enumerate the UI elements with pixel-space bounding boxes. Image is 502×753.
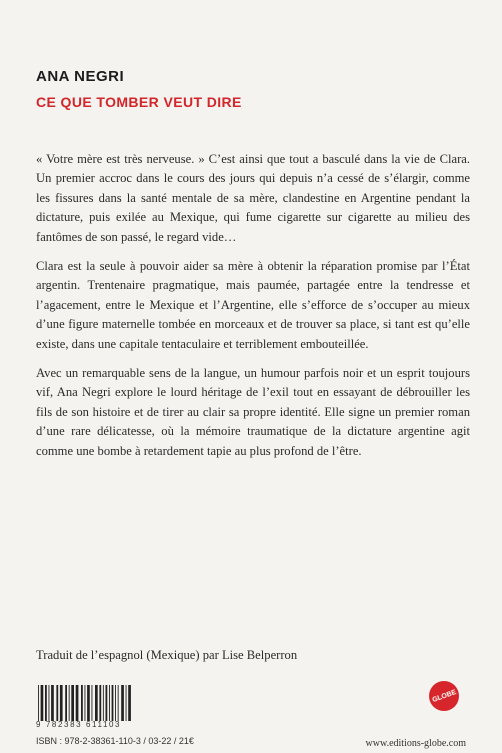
translator-credit: Traduit de l’espagnol (Mexique) par Lise Belperron (36, 648, 298, 662)
author-name: ANA NEGRI (36, 68, 125, 85)
publisher-website: www.editions-globe.com (365, 738, 466, 749)
blurb-paragraph-3: Avec un remarquable sens de la langue, un humour parfois noir et un esprit toujours vif, Ana Negri explore le lourd héritage de l’exil tout en essayant de débrouiller les fils de son histoire et de tirer au clair sa propre identité. Elle signe un premier roman d’une rare délicatesse, où la mémoire traumatique de la dictature argentine agit comme une bombe à retardement tapie au plus profond de l’être. (36, 366, 470, 458)
blurb-paragraph-2: Clara est la seule à pouvoir aider sa mère à obtenir la réparation promise par l’État argentin. Trentenaire pragmatique, mais paumée, partagée entre la tendresse et l’agacement, entre le Mexique et l’Argentine, elle s’efforce de s’occuper au mieux d’une figure maternelle tombée en morceaux et de trouver sa place, si tant est qu’elle existe, dans une capitale tentaculaire et terriblement embouteillée. (36, 259, 470, 351)
blurb (36, 150, 470, 471)
barcode (36, 685, 156, 721)
publisher-logo-text: GLOBE (431, 688, 457, 704)
book-title: CE QUE TOMBER VEUT DIRE (36, 94, 242, 110)
blurb-paragraph-1: « Votre mère est très nerveuse. » C’est ainsi que tout a basculé dans la vie de Clara. Un premier accroc dans le cours des jours qui depuis n’a cessé de s’élargir, comme les fissures dans la santé mentale de sa mère, clandestine en Argentine pendant la dictature, puis exilée au Mexique, qui fume cigarette sur cigarette au milieu des fantômes de son passé, le regard vide… (36, 152, 470, 244)
publisher-logo (429, 681, 459, 711)
isbn-line: ISBN : 978-2-38361-110-3 / 03-22 / 21€ (36, 736, 194, 746)
barcode-number: 9 782383 611103 (36, 720, 122, 729)
